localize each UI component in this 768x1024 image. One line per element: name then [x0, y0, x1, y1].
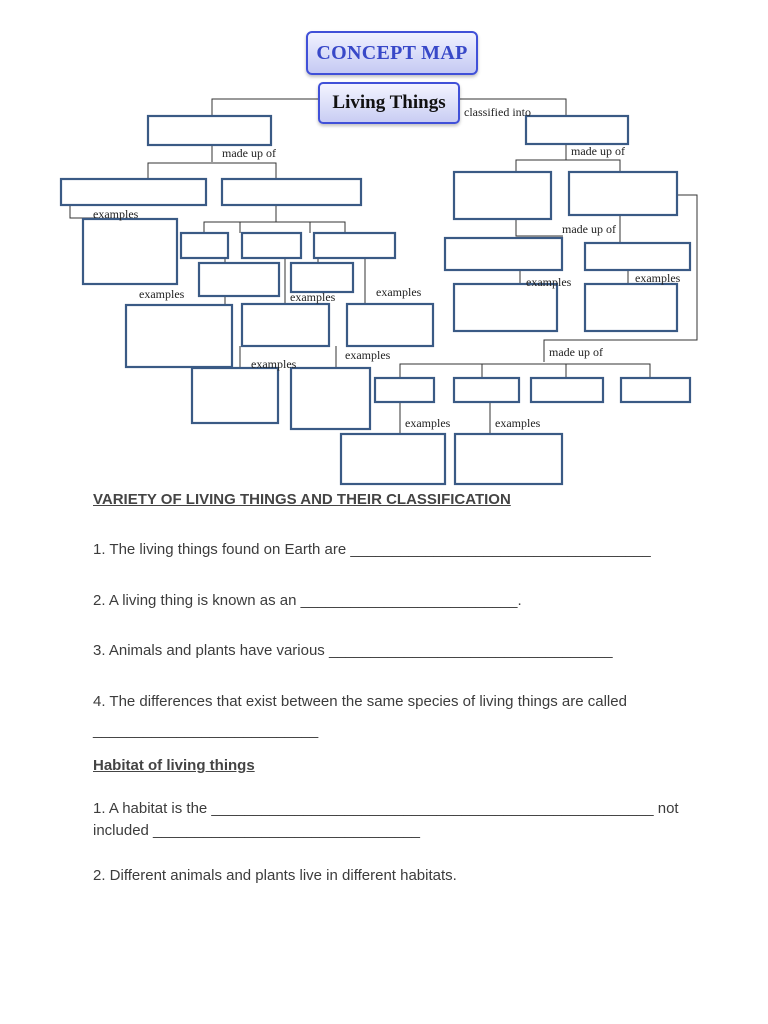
question-3: 3. Animals and plants have various __________________________________ [93, 642, 613, 659]
label-examples: examples [345, 348, 391, 362]
box-r-examples-b[interactable] [585, 284, 677, 331]
label-made-up-of: made up of [549, 345, 603, 359]
box-r-examples-a[interactable] [454, 284, 557, 331]
box-examples-a[interactable] [83, 219, 177, 284]
box-examples-f[interactable] [291, 368, 370, 429]
question-1: 1. The living things found on Earth are ____________________________________ [93, 541, 651, 558]
box-examples-e[interactable] [192, 368, 278, 423]
habitat-statement-2: 2. Different animals and plants live in different habitats. [93, 867, 457, 884]
box-r3-b[interactable] [585, 243, 690, 270]
box-r2-a[interactable] [454, 172, 551, 219]
label-examples: examples [376, 285, 422, 299]
section2-heading: Habitat of living things [93, 757, 255, 774]
box-l3-c[interactable] [314, 233, 395, 258]
habitat-question-1-cont: included ________________________________ [93, 822, 420, 839]
question-2: 2. A living thing is known as an __________________________. [93, 592, 522, 609]
concept-map-title [306, 31, 478, 75]
label-examples: examples [495, 416, 541, 430]
box-r3-a[interactable] [445, 238, 562, 270]
box-level1-left[interactable] [148, 116, 271, 145]
label-examples: examples [635, 271, 681, 285]
question-4-blank: ___________________________ [93, 722, 319, 739]
box-r-examples-c[interactable] [341, 434, 445, 484]
label-examples: examples [290, 290, 336, 304]
box-l3-b[interactable] [242, 233, 301, 258]
box-r2-b[interactable] [569, 172, 677, 215]
box-l4-b[interactable] [291, 263, 353, 292]
section1-heading: VARIETY OF LIVING THINGS AND THEIR CLASSIFICATION [93, 491, 511, 508]
root-node-living-things [318, 82, 460, 124]
box-l4-a[interactable] [199, 263, 279, 296]
label-made-up-of: made up of [222, 146, 276, 160]
label-made-up-of: made up of [562, 222, 616, 236]
label-classified-into: classified into [464, 105, 531, 119]
box-r4-b[interactable] [454, 378, 519, 402]
label-examples: examples [405, 416, 451, 430]
box-examples-d[interactable] [347, 304, 433, 346]
box-r4-a[interactable] [375, 378, 434, 402]
box-level1-right[interactable] [526, 116, 628, 144]
label-made-up-of: made up of [571, 144, 625, 158]
label-examples: examples [251, 357, 297, 371]
box-examples-b[interactable] [126, 305, 232, 367]
label-examples: examples [526, 275, 572, 289]
box-examples-c[interactable] [242, 304, 329, 346]
box-l2-left-b[interactable] [222, 179, 361, 205]
box-r-examples-d[interactable] [455, 434, 562, 484]
label-examples: examples [139, 287, 185, 301]
label-examples: examples [93, 207, 139, 221]
box-l2-left-a[interactable] [61, 179, 206, 205]
box-r4-c[interactable] [531, 378, 603, 402]
box-l3-a[interactable] [181, 233, 228, 258]
habitat-question-1: 1. A habitat is the _____________________________________________________ not [93, 800, 679, 817]
root-node-text: Living Things [332, 92, 446, 113]
concept-map-title-text: CONCEPT MAP [316, 41, 468, 64]
box-r4-d[interactable] [621, 378, 690, 402]
question-4: 4. The differences that exist between the same species of living things are called [93, 693, 627, 710]
